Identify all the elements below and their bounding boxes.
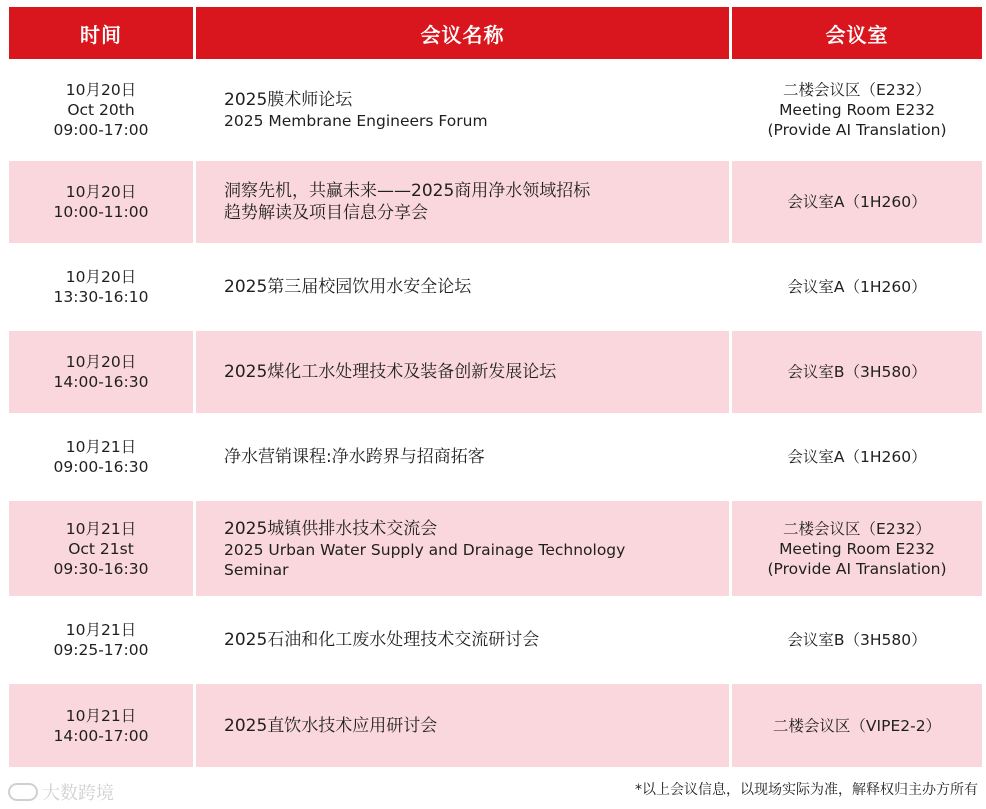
meeting-room-cell [732, 599, 982, 681]
meeting-room-line: Meeting Room E232 [779, 539, 935, 558]
meeting-name-cn: 2025直饮水技术应用研讨会 [224, 715, 438, 736]
meeting-schedule-table [6, 4, 985, 770]
meeting-name-cn: 2025城镇供排水技术交流会 [224, 518, 438, 539]
meeting-name-cell [196, 599, 729, 681]
time-cell [9, 684, 193, 767]
meeting-name-en: 2025 Urban Water Supply and Drainage Technology [224, 540, 626, 559]
watermark-logo [8, 779, 114, 805]
meeting-room-line: 会议室A（1H260） [787, 278, 927, 296]
disclaimer-note: *以上会议信息，以现场实际为准，解释权归主办方所有 [635, 782, 978, 798]
table-body [9, 62, 982, 767]
time-line: 10月21日 [65, 706, 137, 725]
meeting-name-en: Seminar [224, 560, 289, 579]
meeting-room-line: 会议室B（3H580） [787, 363, 927, 381]
meeting-name-cell [196, 684, 729, 767]
meeting-name-cn: 净水营销课程:净水跨界与招商拓客 [224, 447, 485, 467]
meeting-room-line: (Provide AI Translation) [767, 121, 947, 139]
time-line: 10月20日 [65, 81, 137, 99]
header-meeting-name: 会议名称 [196, 7, 729, 59]
time-line: 14:00-17:00 [53, 726, 149, 745]
table-row [9, 331, 982, 413]
time-line: 10月20日 [65, 268, 137, 286]
table-row [9, 62, 982, 158]
time-line: 10月21日 [65, 519, 137, 538]
meeting-name-cn: 2025石油和化工废水处理技术交流研讨会 [224, 630, 540, 650]
meeting-room-cell [732, 161, 982, 243]
meeting-room-cell [732, 684, 982, 767]
table-row [9, 599, 982, 681]
time-line: 09:00-17:00 [53, 121, 149, 139]
meeting-room-line: Meeting Room E232 [779, 101, 935, 119]
meeting-name-cell [196, 246, 729, 328]
meeting-name-cell [196, 416, 729, 498]
time-line: 09:25-17:00 [53, 641, 149, 659]
logo-text: 大数跨境 [42, 783, 114, 804]
table-row [9, 161, 982, 243]
meeting-name-cell [196, 501, 729, 596]
header-meeting-room: 会议室 [732, 7, 982, 59]
time-cell [9, 416, 193, 498]
meeting-room-cell [732, 246, 982, 328]
time-line: 10:00-11:00 [53, 203, 149, 221]
meeting-name-cn: 2025第三届校园饮用水安全论坛 [224, 277, 472, 297]
meeting-room-cell [732, 331, 982, 413]
meeting-name-cell [196, 62, 729, 158]
meeting-name-cn: 趋势解读及项目信息分享会 [224, 203, 428, 223]
time-cell [9, 62, 193, 158]
time-cell [9, 599, 193, 681]
logo-mark-icon [8, 783, 38, 801]
meeting-room-line: 二楼会议区（VIPE2-2） [772, 716, 942, 735]
header-time: 时间 [9, 7, 193, 59]
meeting-name-cn: 2025煤化工水处理技术及装备创新发展论坛 [224, 362, 557, 382]
meeting-name-cell [196, 161, 729, 243]
meeting-room-line: 会议室B（3H580） [787, 631, 927, 649]
meeting-room-line: 二楼会议区（E232） [783, 81, 931, 99]
time-line: 10月20日 [65, 353, 137, 371]
time-cell [9, 161, 193, 243]
time-line: 10月21日 [65, 621, 137, 639]
meeting-room-line: 会议室A（1H260） [787, 193, 927, 211]
time-cell [9, 246, 193, 328]
time-line: Oct 20th [67, 101, 135, 119]
time-line: 10月21日 [65, 438, 137, 456]
table-row [9, 501, 982, 596]
time-cell [9, 501, 193, 596]
meeting-room-cell [732, 501, 982, 596]
meeting-room-line: 会议室A（1H260） [787, 448, 927, 466]
table-row [9, 684, 982, 767]
table-row [9, 246, 982, 328]
table-row [9, 416, 982, 498]
meeting-room-cell [732, 416, 982, 498]
time-line: 09:00-16:30 [53, 458, 149, 476]
time-cell [9, 331, 193, 413]
time-line: Oct 21st [68, 539, 134, 558]
time-line: 10月20日 [65, 183, 137, 201]
meeting-name-cn: 2025膜术师论坛 [224, 90, 353, 110]
table-header-row [9, 7, 982, 59]
meeting-room-cell [732, 62, 982, 158]
time-line: 13:30-16:10 [53, 288, 149, 306]
meeting-room-line: (Provide AI Translation) [767, 559, 947, 578]
time-line: 09:30-16:30 [53, 559, 149, 578]
meeting-name-en: 2025 Membrane Engineers Forum [224, 112, 488, 130]
meeting-room-line: 二楼会议区（E232） [783, 519, 931, 538]
meeting-name-cn: 洞察先机，共赢未来——2025商用净水领域招标 [224, 181, 591, 201]
meeting-name-cell [196, 331, 729, 413]
time-line: 14:00-16:30 [53, 373, 149, 391]
